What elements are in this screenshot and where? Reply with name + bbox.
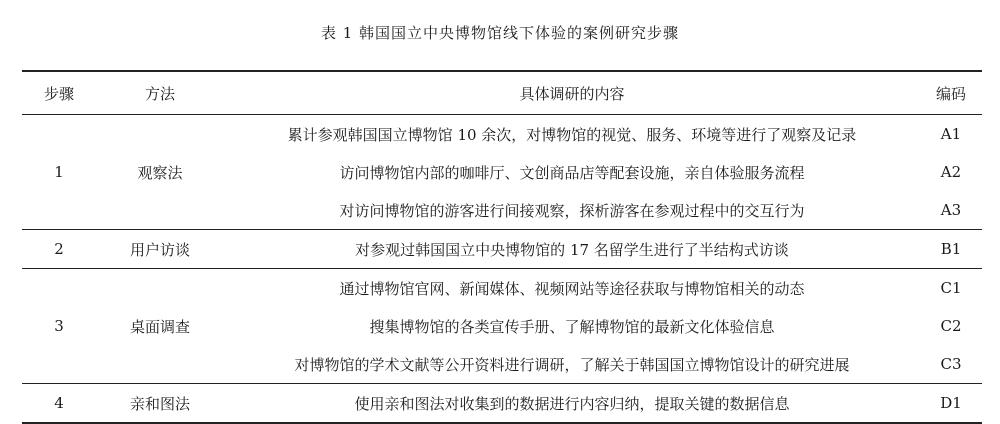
code-cell: C2 [940,317,962,335]
header-method: 方法 [96,71,224,115]
content-cell: 访问博物馆内部的咖啡厅、文创商品店等配套设施，亲自体验服务流程 [339,163,805,182]
method-cell: 桌面调查 [96,269,224,384]
research-steps-table [22,70,982,424]
header-step: 步骤 [22,71,96,115]
code-cell: A3 [920,191,982,230]
code-cell: C1 [940,279,962,297]
step-cell: 3 [22,269,96,384]
content-cell: 使用亲和图法对收集到的数据进行内容归纳，提取关键的数据信息 [224,384,920,424]
method-cell: 亲和图法 [96,384,224,424]
code-cell: A2 [940,163,962,181]
step-cell: 2 [22,230,96,269]
table-row [22,115,982,154]
method-cell: 用户访谈 [96,230,224,269]
header-content: 具体调研的内容 [224,71,920,115]
header-row [22,71,982,115]
code-cell: D1 [920,384,982,424]
content-cell: 累计参观韩国国立博物馆 10 余次，对博物馆的视觉、服务、环境等进行了观察及记录 [287,125,857,144]
code-cell: B1 [920,230,982,269]
step-cell: 4 [22,384,96,424]
code-cell: C3 [920,345,982,384]
content-cell: 对参观过韩国国立中央博物馆的 17 名留学生进行了半结构式访谈 [224,230,920,269]
table-row [22,384,982,424]
content-cell: 通过博物馆官网、新闻媒体、视频网站等途径获取与博物馆相关的动态 [339,279,805,298]
code-cell: A1 [940,125,962,143]
header-code: 编码 [920,71,982,115]
content-cell: 搜集博物馆的各类宣传手册、了解博物馆的最新文化体验信息 [369,317,775,336]
step-cell: 1 [22,115,96,230]
content-cell: 对博物馆的学术文献等公开资料进行调研，了解关于韩国国立博物馆设计的研究进展 [224,345,920,384]
table-row [22,269,982,308]
table-row [22,230,982,269]
method-cell: 观察法 [96,115,224,230]
table-caption: 表 1 韩国国立中央博物馆线下体验的案例研究步骤 [320,24,680,42]
content-cell: 对访问博物馆的游客进行间接观察，探析游客在参观过程中的交互行为 [224,191,920,230]
